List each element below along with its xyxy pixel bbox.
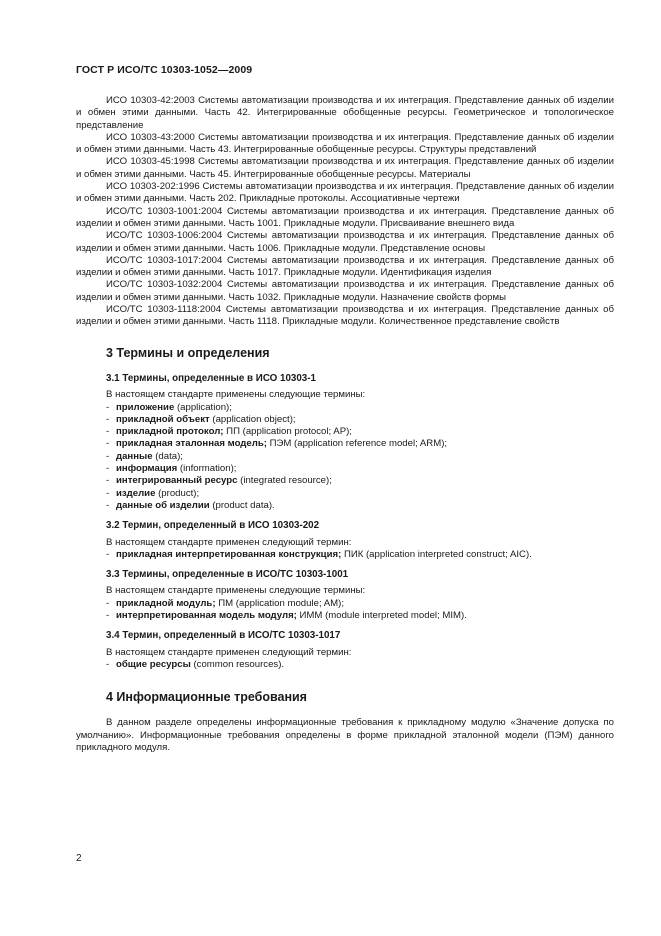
term-item: - информация (information); xyxy=(106,463,237,475)
term-detail: ИММ (module interpreted model; MIM). xyxy=(296,609,467,621)
term-name: прикладной объект xyxy=(116,413,210,425)
reference-item: ИСО 10303-43:2000 Системы автоматизации производства и их интеграция. Представление данных об изделии и обмен этими данными. Часть 43. Интегрированные обобщенные ресурсы. Структуры представлений xyxy=(76,131,614,156)
term-item: - данные об изделии (product data). xyxy=(106,499,275,511)
term-name: прикладная эталонная модель; xyxy=(116,438,267,450)
reference-item: ИСО/ТС 10303-1032:2004 Системы автоматизации производства и их интеграция. Представление данных об изделии и обмен этими данными. Часть 1032. Прикладные модули. Назначение свойств формы xyxy=(76,279,614,303)
document-header: ГОСТ Р ИСО/ТС 10303-1052—2009 xyxy=(76,64,253,76)
subsection-title: 3.3 Термины, определенные в ИСО/ТС 10303-1001 xyxy=(106,569,349,581)
term-name: прикладной протокол; xyxy=(116,426,224,438)
subsection-3-3 xyxy=(106,569,614,622)
term-detail: (application); xyxy=(174,401,232,413)
term-item: - приложение (application); xyxy=(106,401,232,413)
reference-item: ИСО 10303-45:1998 Системы автоматизации производства и их интеграция. Представление данных об изделии и обмен этими данными. Часть 45. Интегрированные обобщенные ресурсы. Материалы xyxy=(76,156,614,180)
term-name: данные xyxy=(116,450,153,462)
term-detail: (information); xyxy=(177,463,237,475)
page-content xyxy=(76,95,614,754)
subsection-title: 3.2 Термин, определенный в ИСО 10303-202 xyxy=(106,520,320,532)
term-list xyxy=(106,598,614,623)
subsection-title: 3.1 Термины, определенные в ИСО 10303-1 xyxy=(106,372,316,384)
term-name: интегрированный ресурс xyxy=(116,475,238,487)
term-item: - прикладная интерпретированная конструкция; ПИК (application interpreted construct; AIC). xyxy=(106,548,532,560)
term-item: - интегрированный ресурс (integrated resource); xyxy=(106,475,332,487)
term-item: - данные (data); xyxy=(106,450,183,462)
normative-references xyxy=(76,95,614,329)
term-name: информация xyxy=(116,463,178,475)
term-detail: (product); xyxy=(155,487,200,499)
section-3-title: 3 Термины и определения xyxy=(106,345,270,360)
term-name: прикладная интерпретированная конструкция; xyxy=(116,548,342,560)
term-item: - изделие (product); xyxy=(106,487,200,499)
term-detail: ПП (application protocol; AP); xyxy=(223,426,352,438)
term-item: - интерпретированная модель модуля; ИММ (module interpreted model; MIM). xyxy=(106,609,467,621)
term-name: изделие xyxy=(116,487,156,499)
subsection-3-2 xyxy=(106,520,614,561)
subsection-title: 3.4 Термин, определенный в ИСО/ТС 10303-1017 xyxy=(106,630,341,642)
subsection-intro: В настоящем стандарте применены следующие термины: xyxy=(106,585,366,597)
term-detail: ПЭМ (application reference model; ARM); xyxy=(266,438,448,450)
term-list xyxy=(106,549,614,561)
section-4-title: 4 Информационные требования xyxy=(106,690,307,705)
term-list xyxy=(106,659,614,671)
term-detail: (application object); xyxy=(209,413,296,425)
term-detail: (data); xyxy=(152,450,183,462)
term-name: данные об изделии xyxy=(116,499,210,511)
term-detail: (integrated resource); xyxy=(237,475,332,487)
section-4-text: В данном разделе определены информационные требования к прикладному модулю «Значение допуска по умолчанию». Информационные требования определены в форме прикладной эталонной модели (ПЭМ) данного прикладного модуля. xyxy=(76,717,614,754)
term-detail: ПИК (application interpreted construct; AIC). xyxy=(341,548,532,560)
reference-item: ИСО/ТС 10303-1006:2004 Системы автоматизации производства и их интеграция. Представление данных об изделии и обмен этими данными. Часть 1006. Прикладные модули. Представление основы xyxy=(76,230,614,254)
term-name: прикладной модуль; xyxy=(116,597,216,609)
page-number: 2 xyxy=(76,853,82,864)
term-detail: ПМ (application module; AM); xyxy=(215,597,344,609)
term-list xyxy=(106,402,614,513)
term-item: - прикладная эталонная модель; ПЭМ (application reference model; ARM); xyxy=(106,438,448,450)
term-detail: (common resources). xyxy=(190,658,285,670)
term-name: общие ресурсы xyxy=(116,658,191,670)
subsection-intro: В настоящем стандарте применен следующий термин: xyxy=(106,646,352,658)
term-item: - прикладной модуль; ПМ (application module; AM); xyxy=(106,597,344,609)
reference-item: ИСО/ТС 10303-1001:2004 Системы автоматизации производства и их интеграция. Представление данных об изделии и обмен этими данными. Часть 1001. Прикладные модули. Присваивание внешнего вида xyxy=(76,205,614,229)
term-item: - прикладной протокол; ПП (application protocol; AP); xyxy=(106,426,352,438)
term-detail: (product data). xyxy=(209,499,275,511)
term-name: интерпретированная модель модуля; xyxy=(116,609,297,621)
term-name: приложение xyxy=(116,401,175,413)
reference-item: ИСО/ТС 10303-1017:2004 Системы автоматизации производства и их интеграция. Представление данных об изделии и обмен этими данными. Часть 1017. Прикладные модули. Идентификация изделия xyxy=(76,254,614,279)
subsection-intro: В настоящем стандарте применен следующий термин: xyxy=(106,536,352,548)
subsection-intro: В настоящем стандарте применены следующие термины: xyxy=(106,389,366,401)
reference-item: ИСО/ТС 10303-1118:2004 Системы автоматизации производства и их интеграция. Представление данных об изделии и обмен этими данными. Часть 1118. Прикладные модули. Количественное представление свойств xyxy=(76,304,614,328)
subsection-3-4 xyxy=(106,630,614,671)
reference-item: ИСО 10303-202:1996 Системы автоматизации производства и их интеграция. Представление данных об изделии и обмен этими данными. Часть 202. Прикладные протоколы. Ассоциативные чертежи xyxy=(76,181,614,205)
reference-item: ИСО 10303-42:2003 Системы автоматизации производства и их интеграция. Представление данных об изделии и обмен этими данными. Часть 42. Интегрированные обобщенные ресурсы. Геометрическое и топологическое представление xyxy=(76,95,614,131)
term-item: - прикладной объект (application object); xyxy=(106,413,296,425)
subsection-3-1 xyxy=(106,373,614,512)
term-item: - общие ресурсы (common resources). xyxy=(106,658,285,670)
